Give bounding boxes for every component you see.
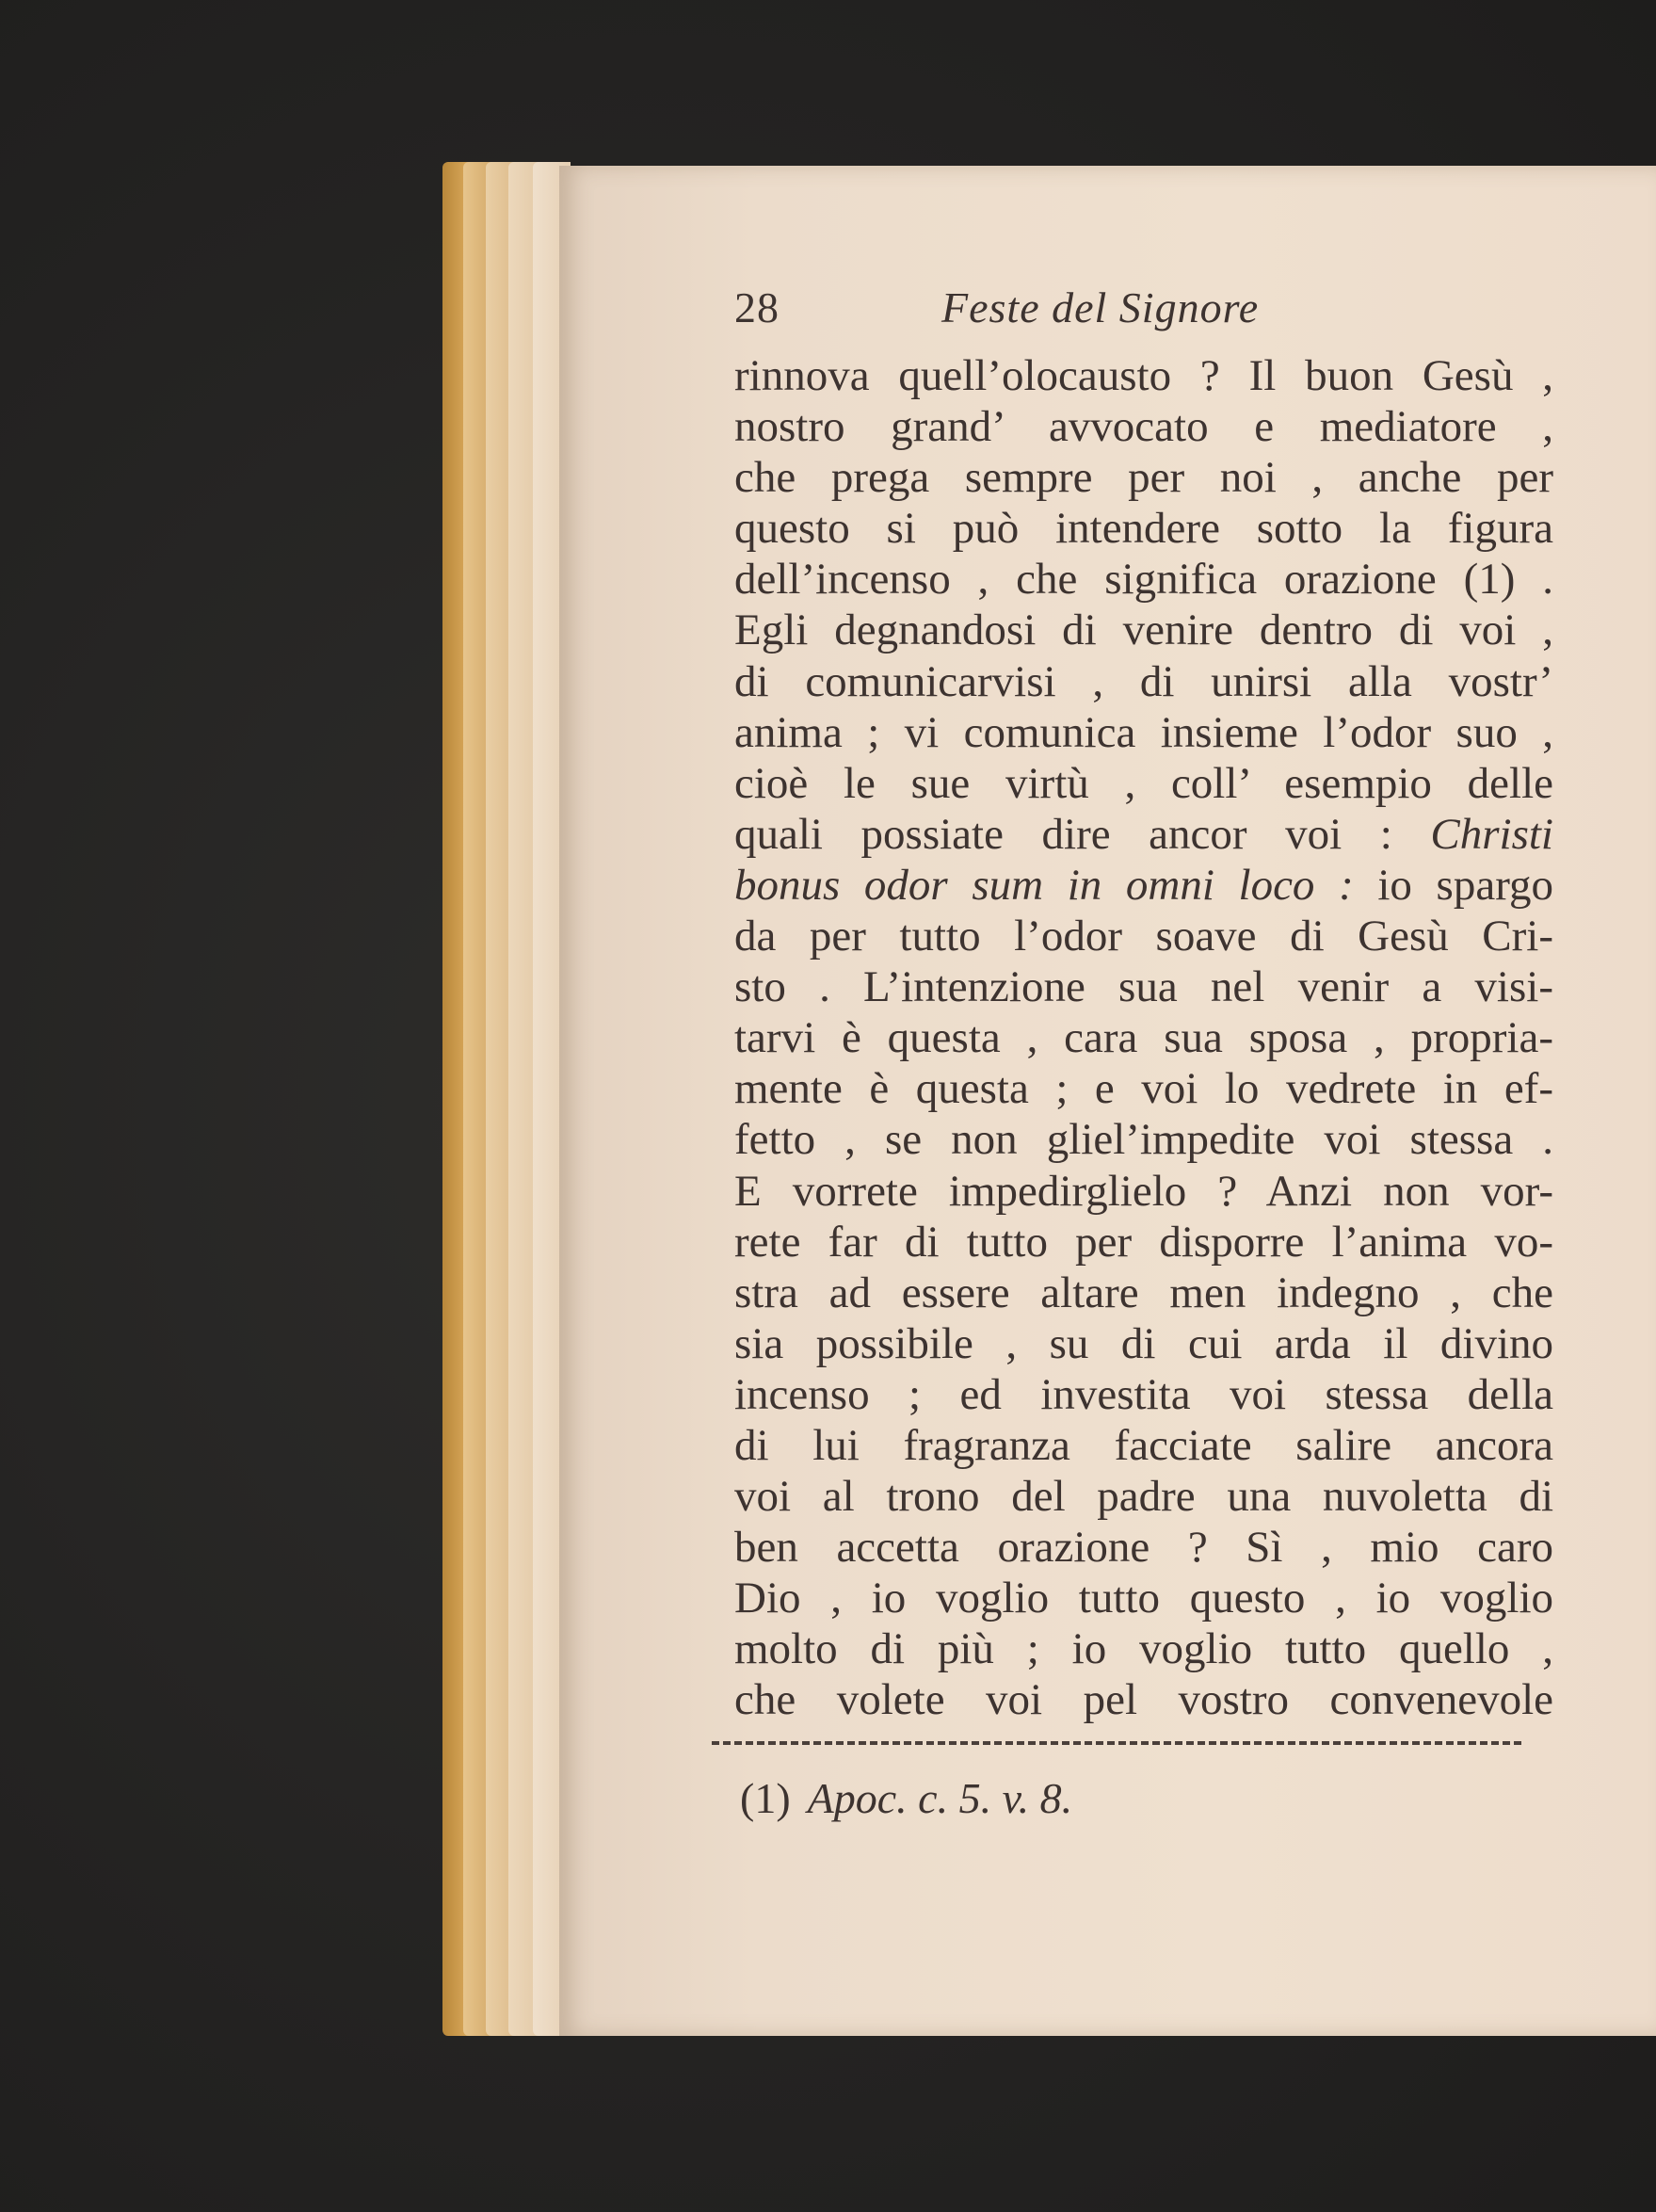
running-title: Feste del Signore [941,283,1260,331]
latin-quote: Christi [1430,809,1553,859]
footnote-text: Apoc. c. 5. v. 8. [807,1773,1073,1822]
footnote-mark: (1) [740,1773,791,1822]
text-line: di lui fragranza facciate salire ancora [734,1420,1553,1470]
footnote [740,1773,1600,1823]
text-line: sia possibile , su di cui arda il divino [734,1318,1553,1368]
text-line: cioè le sue virtù , coll’ esempio delle [734,758,1553,808]
body-text [734,350,1600,1726]
printed-page [734,283,1600,1823]
text-segment: io spargo [1377,860,1553,910]
text-line-with-latin [734,809,1553,860]
text-line: ben accetta orazione ? Sì , mio caro [734,1523,1553,1573]
text-segment: quali possiate dire ancor voi : [734,809,1392,859]
text-line: anima ; vi comunica insieme l’odor suo , [734,707,1553,757]
text-line: molto di più ; io voglio tutto quello , [734,1624,1553,1674]
text-line: sto . L’intenzione sua nel venir a visi- [734,962,1553,1012]
page-number: 28 [734,283,780,331]
latin-quote: bonus odor sum in omni loco : [734,860,1354,910]
text-line: rinnova quell’olocausto ? Il buon Gesù , [734,351,1553,400]
running-head [734,283,1600,348]
text-line: incenso ; ed investita voi stessa della [734,1369,1553,1419]
text-line: Egli degnandosi di venire dentro di voi , [734,605,1553,655]
text-line: nostro grand’ avvocato e mediatore , [734,402,1553,452]
text-line: tarvi è questa , cara sua sposa , propria- [734,1013,1553,1063]
footnote-rule [712,1741,1521,1745]
text-line: mente è questa ; e voi lo vedrete in ef- [734,1064,1553,1114]
text-line: di comunicarvisi , di unirsi alla vostr’ [734,656,1553,706]
text-line: da per tutto l’odor soave di Gesù Cri- [734,912,1553,961]
text-line: fetto , se non gliel’impedite voi stessa . [734,1115,1553,1165]
text-line: che prega sempre per noi , anche per [734,453,1553,503]
text-line: voi al trono del padre una nuvoletta di [734,1472,1553,1522]
text-line: questo si può intendere sotto la figura [734,504,1553,554]
text-line-with-latin [734,860,1553,911]
text-line: rete far di tutto per disporre l’anima vo- [734,1217,1553,1267]
text-line: E vorrete impedirglielo ? Anzi non vor- [734,1166,1553,1216]
text-line: che volete voi pel vostro convenevole [734,1675,1553,1725]
text-line: dell’incenso , che significa orazione (1) . [734,555,1553,605]
text-line: stra ad essere altare men indegno , che [734,1267,1553,1317]
text-line: Dio , io voglio tutto questo , io voglio [734,1574,1553,1623]
